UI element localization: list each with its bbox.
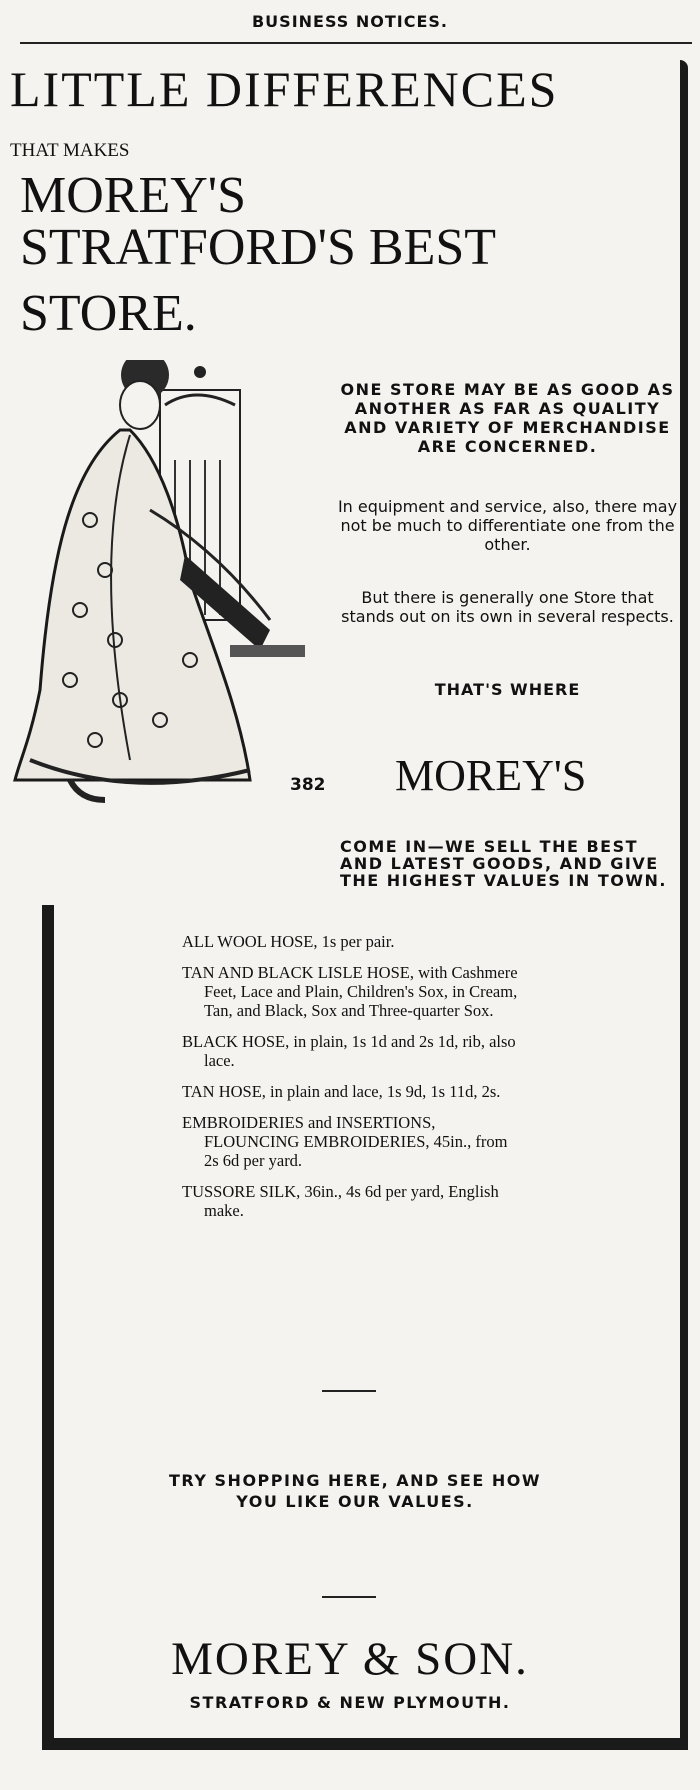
brand-moreys: MOREY'S (395, 751, 587, 800)
firm-name: MOREY & SON. (171, 1633, 529, 1685)
headline-that-makes: THAT MAKES (10, 140, 130, 161)
right-border (680, 60, 688, 1750)
product-item: EMBROIDERIES and INSERTIONS, FLOUNCING EMBROIDERIES, 45in., from 2s 6d per yard. (182, 1113, 508, 1170)
product-item: TAN AND BLACK LISLE HOSE, with Cashmere Feet, Lace and Plain, Children's Sox, in Cream, Tan, and Black, Sox and Three-quarter Sox. (182, 963, 518, 1020)
come-in-paragraph: COME IN—WE SELL THE BEST AND LATEST GOODS, AND GIVE THE HIGHEST VALUES IN TOWN. (340, 837, 667, 890)
intro-paragraph-3: But there is generally one Store that stands out on its own in several respects. (341, 588, 674, 626)
thats-where: THAT'S WHERE (434, 680, 581, 699)
divider (322, 1390, 376, 1392)
section-header: BUSINESS NOTICES. (251, 12, 448, 31)
intro-paragraph-1: ONE STORE MAY BE AS GOOD AS ANOTHER AS FAR AS QUALITY AND VARIETY OF MERCHANDISE ARE CONCERNED. (340, 380, 675, 456)
headline-store: STORE. (20, 285, 197, 342)
product-item: BLACK HOSE, in plain, 1s 1d and 2s 1d, rib, also lace. (182, 1032, 516, 1070)
intro-paragraph-2: In equipment and service, also, there may not be much to differentiate one from the other. (337, 497, 678, 554)
woman-illustration (10, 360, 340, 900)
call-to-action: TRY SHOPPING HERE, AND SEE HOW YOU LIKE OUR VALUES. (169, 1471, 541, 1511)
headline-little-differences: LITTLE DIFFERENCES (10, 61, 559, 117)
headline-main (20, 167, 497, 342)
left-border (42, 905, 54, 1750)
headline-stratfords-best: STRATFORD'S BEST (20, 219, 497, 276)
firm-locations: STRATFORD & NEW PLYMOUTH. (189, 1693, 511, 1712)
bottom-border (42, 1738, 688, 1750)
product-item: ALL WOOL HOSE, 1s per pair. (182, 932, 395, 951)
product-item: TUSSORE SILK, 36in., 4s 6d per yard, English make. (182, 1182, 499, 1220)
divider (322, 1596, 376, 1598)
illustration-number: 382 (290, 775, 326, 795)
top-rule (20, 42, 692, 44)
product-item: TAN HOSE, in plain and lace, 1s 9d, 1s 11d, 2s. (182, 1082, 501, 1101)
product-list (182, 932, 522, 1232)
headline-moreys: MOREY'S (20, 167, 247, 224)
